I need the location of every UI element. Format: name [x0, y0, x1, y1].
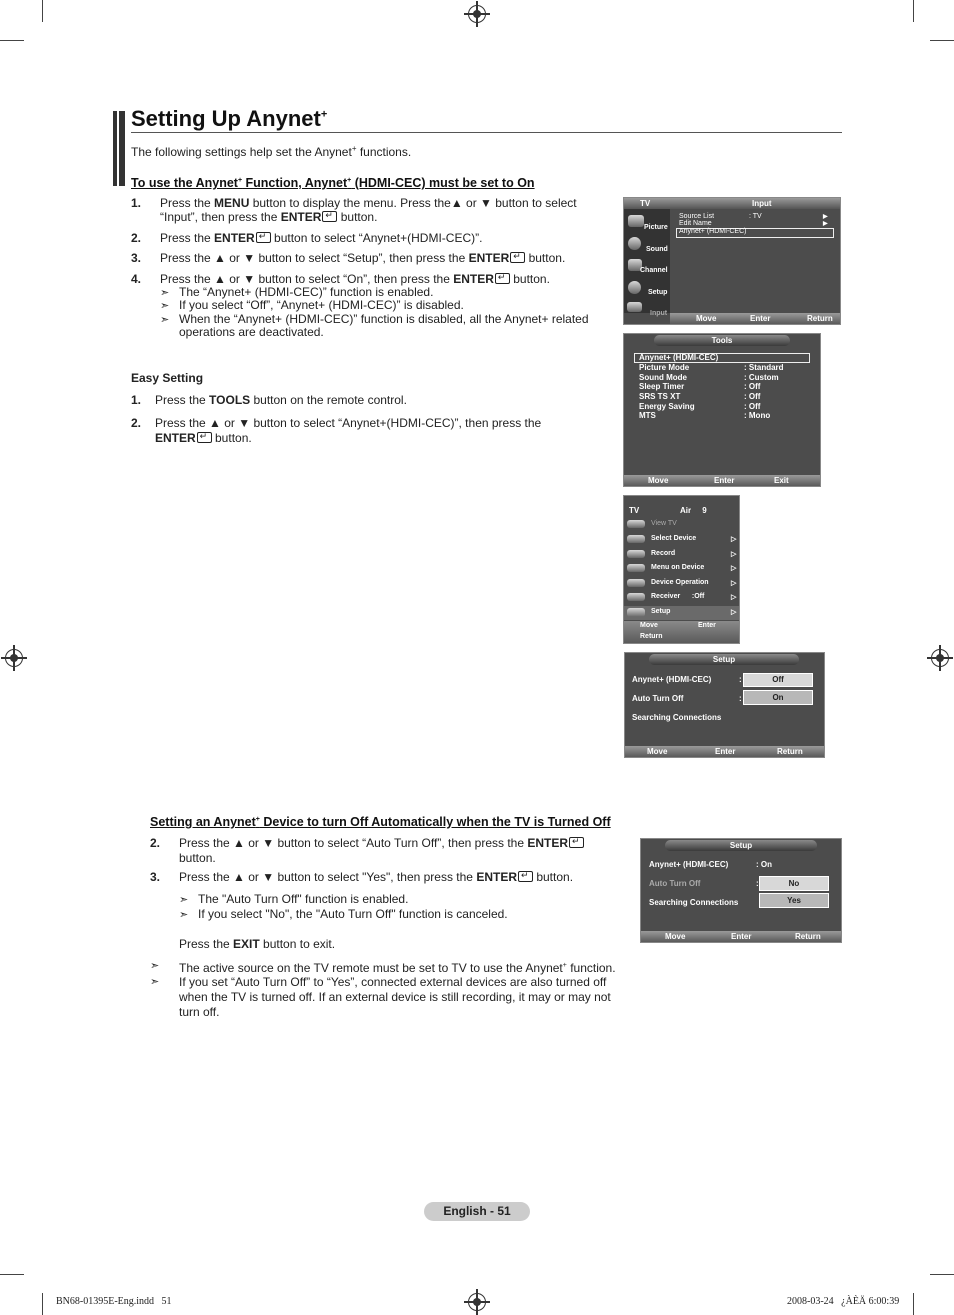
- note: If you set “Auto Turn Off” to “Yes”, connected external devices are also turned off when the TV is turned off. If an external device is still recording, it may or may not turn off.: [179, 975, 611, 1019]
- title-bar: [113, 111, 117, 186]
- exit-instruction: Press the EXIT button to exit.: [179, 937, 336, 951]
- crop-mark: [0, 40, 24, 41]
- note-arrow-icon: ➣: [160, 314, 170, 326]
- note-arrow-icon: ➣: [179, 894, 189, 906]
- device-icon: [627, 564, 645, 572]
- step-number: 2.: [131, 416, 142, 430]
- note: The “Anynet+ (HDMI-CEC)” function is enabled.: [179, 285, 434, 299]
- osd-foot-enter: Enter: [731, 932, 752, 941]
- osd-foot-enter: Enter: [750, 314, 771, 323]
- picture-icon: [628, 215, 644, 227]
- osd-row-label[interactable]: Anynet+ (HDMI-CEC): [649, 860, 729, 869]
- osd-row-label[interactable]: Anynet+ (HDMI-CEC): [679, 228, 747, 235]
- osd-menu-item[interactable]: Record: [651, 550, 676, 557]
- crop-mark: [913, 1293, 914, 1315]
- osd-row-value: : TV: [749, 213, 762, 220]
- step-4: Press the ▲ or ▼ button to select “On”, then press the ENTER↵ button.: [160, 272, 550, 286]
- note: operations are deactivated.: [179, 325, 324, 339]
- registration-mark-icon: [5, 649, 23, 667]
- option-no[interactable]: No: [759, 876, 829, 891]
- osd-row-label[interactable]: Anynet+ (HDMI-CEC): [632, 675, 712, 684]
- osd-row-value: : Off: [744, 382, 761, 391]
- intro-text: The following settings help set the Anynet+ functions.: [131, 144, 412, 159]
- setup-gear-icon: [627, 608, 645, 617]
- note: The "Auto Turn Off" function is enabled.: [198, 892, 409, 906]
- registration-mark-icon: [468, 1293, 486, 1311]
- step-number: 1.: [131, 196, 142, 210]
- step-3: Press the ▲ or ▼ button to select “Setup”, then press the ENTER↵ button.: [160, 251, 565, 265]
- osd-foot-return: Return: [777, 747, 803, 756]
- osd-sidebar-item[interactable]: Input: [650, 310, 668, 317]
- arrow-right-icon: ▷: [731, 565, 737, 572]
- osd-menu-item[interactable]: Setup: [651, 608, 671, 615]
- osd-tv-label: TV: [640, 199, 651, 208]
- page-title: Setting Up Anynet+: [131, 106, 328, 131]
- easy-setting-heading: Easy Setting: [131, 371, 204, 385]
- note: The active source on the TV remote must be set to TV to use the Anynet+ function.: [179, 961, 616, 975]
- osd-colon: :: [739, 694, 742, 703]
- title-rule: [131, 132, 842, 133]
- osd-footer: [624, 621, 739, 643]
- osd-foot-move: Move: [648, 476, 669, 485]
- osd-row-value: : Standard: [744, 363, 784, 372]
- osd-menu-item[interactable]: Receiver :Off: [651, 593, 705, 600]
- section2-heading: Setting an Anynet+ Device to turn Off Automatically when the TV is Turned Off: [150, 815, 611, 829]
- easy-step-1: Press the TOOLS button on the remote control.: [155, 393, 407, 407]
- easy-step-2: Press the ▲ or ▼ button to select “Anynet+(HDMI-CEC)”, then press the ENTER↵ button.: [155, 416, 541, 446]
- registration-mark-icon: [468, 5, 486, 23]
- osd-footer: [641, 931, 841, 942]
- device-icon: [627, 579, 645, 587]
- enter-icon: [510, 252, 525, 263]
- crop-mark: [42, 0, 43, 22]
- note: If you select “Off”, “Anynet+ (HDMI-CEC)” is disabled.: [179, 298, 464, 312]
- enter-icon: [256, 232, 271, 243]
- note-arrow-icon: ➣: [150, 960, 160, 972]
- arrow-right-icon: ▷: [731, 580, 737, 587]
- slug-file: BN68-01395E-Eng.indd 51: [56, 1296, 172, 1307]
- page-number-badge: English - 51: [424, 1202, 530, 1221]
- osd-row-value: : On: [756, 860, 772, 869]
- osd-foot-return: Return: [807, 314, 833, 323]
- osd-row-label[interactable]: Sound Mode: [639, 373, 687, 382]
- osd-foot-return: Return: [795, 932, 821, 941]
- osd-foot-move: Move: [696, 314, 717, 323]
- osd-setup-auto-off: [640, 838, 842, 943]
- osd-title-bar: [624, 198, 840, 209]
- device-icon: [627, 550, 645, 558]
- osd-row-value: : Mono: [744, 411, 771, 420]
- note: If you select "No", the "Auto Turn Off" function is canceled.: [198, 907, 508, 921]
- osd-tools-menu: [623, 333, 821, 487]
- option-on[interactable]: On: [743, 690, 813, 705]
- step-number: 4.: [131, 272, 142, 286]
- registration-mark-icon: [931, 649, 949, 667]
- osd-row-label[interactable]: Picture Mode: [639, 363, 690, 372]
- osd-header: Tools: [654, 335, 790, 346]
- arrow-right-icon: ▶: [823, 214, 828, 220]
- osd-sidebar-item[interactable]: Channel: [640, 267, 668, 274]
- device-icon: [627, 520, 645, 528]
- note-arrow-icon: ➣: [179, 909, 189, 921]
- osd-row-value: : Custom: [744, 373, 779, 382]
- step-number: 3.: [131, 251, 142, 265]
- title-bar: [119, 111, 125, 186]
- enter-icon: [518, 871, 533, 882]
- osd-row-label[interactable]: Sleep Timer: [639, 382, 685, 391]
- arrow-right-icon: ▷: [731, 609, 737, 616]
- osd-row-label[interactable]: Auto Turn Off: [649, 879, 701, 888]
- osd-menu-item[interactable]: View TV: [651, 520, 677, 527]
- section1-heading: To use the Anynet+ Function, Anynet+ (HDMI-CEC) must be set to On: [131, 176, 535, 190]
- osd-input-menu: [623, 197, 841, 325]
- osd-footer: [625, 746, 824, 757]
- enter-icon: [197, 432, 212, 443]
- step-number: 2.: [150, 836, 161, 850]
- osd-colon: :: [756, 879, 759, 888]
- osd-row-label[interactable]: MTS: [639, 411, 656, 420]
- note-arrow-icon: ➣: [150, 976, 160, 988]
- auto-off-step-2: Press the ▲ or ▼ button to select “Auto Turn Off”, then press the ENTER↵ button.: [179, 836, 584, 865]
- step-number: 3.: [150, 870, 161, 884]
- osd-row-label[interactable]: Energy Saving: [639, 402, 695, 411]
- osd-menu-item[interactable]: Select Device: [651, 535, 697, 542]
- step-number: 1.: [131, 393, 142, 407]
- osd-tv-label: TV: [629, 506, 640, 515]
- step-2: Press the ENTER↵ button to select “Anynet+(HDMI-CEC)”.: [160, 231, 482, 245]
- osd-sidebar-item[interactable]: Setup: [648, 289, 668, 296]
- osd-sidebar-item[interactable]: Sound: [646, 246, 668, 253]
- osd-foot-enter: Enter: [698, 622, 716, 629]
- osd-setup-menu: [624, 652, 825, 758]
- osd-row-label[interactable]: Searching Connections: [632, 713, 722, 722]
- arrow-right-icon: ▷: [731, 594, 737, 601]
- osd-header: Input: [752, 199, 772, 208]
- receiver-icon: [627, 593, 645, 601]
- enter-icon: [569, 837, 584, 848]
- osd-foot-move: Move: [647, 747, 668, 756]
- arrow-right-icon: ▷: [731, 536, 737, 543]
- enter-icon: [322, 211, 337, 222]
- osd-row-label[interactable]: Searching Connections: [649, 898, 739, 907]
- device-icon: [627, 535, 645, 543]
- sound-icon: [628, 237, 641, 250]
- osd-menu-item[interactable]: Menu on Device: [651, 564, 705, 571]
- osd-foot-move: Move: [665, 932, 686, 941]
- crop-mark: [930, 1274, 954, 1275]
- enter-icon: [495, 273, 510, 284]
- note-arrow-icon: ➣: [160, 300, 170, 312]
- osd-row-label[interactable]: SRS TS XT: [639, 392, 681, 401]
- osd-foot-enter: Enter: [714, 476, 735, 485]
- crop-mark: [42, 1293, 43, 1315]
- note-arrow-icon: ➣: [160, 287, 170, 299]
- osd-sidebar-item[interactable]: Picture: [644, 224, 668, 231]
- option-off[interactable]: Off: [743, 673, 813, 687]
- osd-header: Setup: [665, 840, 817, 851]
- osd-foot-return: Return: [640, 633, 663, 640]
- osd-anynet-menu: [623, 495, 740, 644]
- osd-footer: [624, 475, 820, 486]
- osd-row-value: : Off: [744, 402, 761, 411]
- osd-foot-exit: Exit: [774, 476, 789, 485]
- note: When the “Anynet+ (HDMI-CEC)” function is disabled, all the Anynet+ related: [179, 312, 589, 326]
- slug-date: 2008-03-24 ¿ÀÈÄ 6:00:39: [787, 1296, 900, 1307]
- input-icon: [627, 302, 642, 312]
- osd-colon: :: [739, 675, 742, 684]
- osd-row-value: : Off: [744, 392, 761, 401]
- osd-footer: [670, 313, 840, 324]
- osd-row-label[interactable]: Edit Name: [679, 220, 712, 227]
- osd-row-label[interactable]: Source List: [679, 213, 715, 220]
- osd-menu-item[interactable]: Device Operation: [651, 579, 709, 586]
- crop-mark: [913, 0, 914, 22]
- osd-foot-move: Move: [640, 622, 658, 629]
- osd-foot-enter: Enter: [715, 747, 736, 756]
- option-yes[interactable]: Yes: [759, 893, 829, 908]
- osd-row-label[interactable]: Anynet+ (HDMI-CEC): [639, 353, 719, 362]
- arrow-right-icon: ▷: [731, 551, 737, 558]
- osd-channel-label: Air 9: [680, 506, 707, 515]
- step-1: Press the MENU button to display the menu. Press the▲ or ▼ button to select “Input”, then press the ENTER↵ button.: [160, 196, 610, 224]
- osd-header: Setup: [649, 654, 799, 665]
- step-number: 2.: [131, 231, 142, 245]
- crop-mark: [0, 1274, 24, 1275]
- auto-off-step-3: Press the ▲ or ▼ button to select "Yes", then press the ENTER↵ button.: [179, 870, 573, 884]
- setup-gear-icon: [628, 281, 641, 294]
- arrow-right-icon: ▶: [823, 221, 828, 227]
- crop-mark: [930, 40, 954, 41]
- osd-row-label[interactable]: Auto Turn Off: [632, 694, 684, 703]
